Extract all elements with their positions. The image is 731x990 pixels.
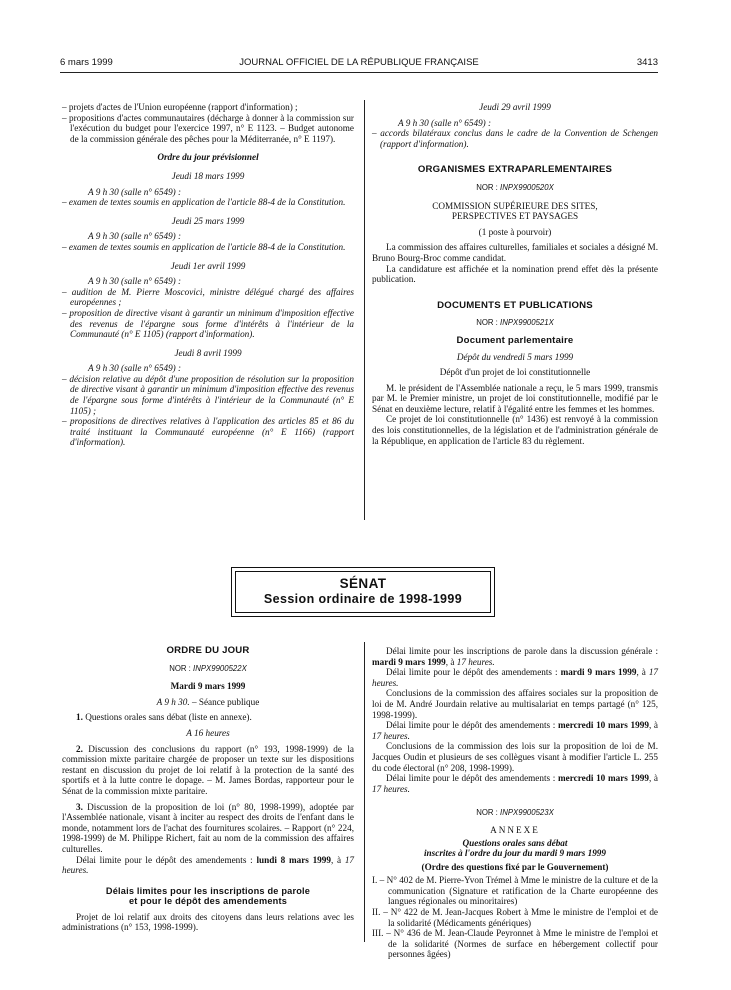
section-title-documents: DOCUMENTS ET PUBLICATIONS (437, 299, 593, 311)
agenda-item: – propositions de directives relatives à l'application des articles 85 et 86 du traité instituant la Communauté européenne (n° E 1166) (rapport d'information). (62, 416, 354, 448)
section-title-organismes: ORGANISMES EXTRAPARLEMENTAIRES (417, 164, 613, 176)
agenda-room: A 9 h 30 (salle n° 6549) : (398, 117, 492, 128)
paragraph: Conclusions de la commission des affaires sociales sur la proposition de loi de M. André Jourdain relative au multisalariat en temps partagé (n° 125, 1998-1999). (372, 688, 658, 720)
questions-orales-title: Questions orales sans débat (462, 837, 568, 848)
agenda-item: – examen de textes soumis en application de l'article 88-4 de la Constitution. (62, 241, 346, 252)
delais-title: Délais limites pour les inscriptions de parole (105, 885, 311, 896)
questions-orales-title: inscrites à l'ordre du jour du mardi 9 mars 1999 (424, 848, 606, 859)
running-header (60, 57, 658, 71)
ordre-du-jour-title: ORDRE DU JOUR (166, 645, 250, 656)
nor-reference: NOR : INPX9900521X (476, 318, 554, 328)
time-heading: A 16 heures (186, 727, 230, 738)
senat-title: SÉNAT (339, 576, 387, 591)
question-item: I. – N° 402 de M. Pierre-Yvon Trémel à Mme le ministre de la culture et de la communication (Signature et ratification de la Charte européenne des langues régionales ou minoritaires) (372, 875, 658, 907)
right-bottom-column (372, 646, 658, 960)
agenda-room: A 9 h 30 (salle n° 6549) : (88, 276, 182, 287)
agenda-date: Jeudi 25 mars 1999 (171, 215, 245, 226)
ordre-questions-note: (Ordre des questions fixé par le Gouvernement) (421, 861, 609, 872)
session-date: Mardi 9 mars 1999 (170, 681, 246, 692)
document-parlementaire-title: Document parlementaire (456, 334, 574, 346)
column-divider-bottom (364, 642, 365, 942)
nor-reference: NOR : INPX9900522X (169, 663, 247, 673)
header-rule (60, 72, 658, 73)
paragraph: Ce projet de loi constitutionnelle (n° 1436) est renvoyé à la commission des lois constitutionnelles, de la législation et de l'administration générale de la République, en application de l'article 83 du règlement. (372, 414, 658, 446)
agenda-date: Jeudi 18 mars 1999 (171, 170, 245, 181)
senat-title-box (231, 567, 495, 617)
agenda-item: – audition de M. Pierre Moscovici, ministre délégué chargé des affaires européennes ; (62, 286, 354, 308)
agenda-item: 2. Discussion des conclusions du rapport (n° 193, 1998-1999) de la commission mixte paritaire chargée de proposer un texte sur les dispositions restant en discussion du projet de loi relatif à la protection de la santé des sportifs et à la lutte contre le dopage. – M. James Bordas, rapporteur pour le Sénat de la commission mixte paritaire. (62, 743, 354, 796)
annexe-title: ANNEXE (490, 824, 540, 835)
column-divider-top (364, 100, 365, 520)
senat-session: Session ordinaire de 1998-1999 (263, 592, 463, 606)
agenda-room: A 9 h 30 (salle n° 6549) : (88, 186, 182, 197)
right-top-column (372, 102, 658, 446)
deadline-paragraph: Délai limite pour le dépôt des amendements : mardi 9 mars 1999, à 17 heures. (372, 667, 659, 688)
question-item: III. – N° 436 de M. Jean-Claude Peyronnet à Mme le ministre de l'emploi et de la solidarité (Normes de surface en hébergement collectif pour personnes âgées) (372, 928, 658, 960)
left-bottom-column (62, 646, 354, 933)
commission-name: PERSPECTIVES ET PAYSAGES (451, 211, 579, 222)
agenda-date: Jeudi 29 avril 1999 (479, 102, 551, 112)
poste-note: (1 poste à pourvoir) (478, 226, 552, 237)
ordre-previsionnel-title: Ordre du jour prévisionnel (157, 152, 259, 163)
agenda-room: A 9 h 30 (salle n° 6549) : (88, 231, 182, 242)
deadline-paragraph: Délai limite pour les inscriptions de parole dans la discussion générale : mardi 9 mars 1999, à 17 heures. (372, 646, 658, 667)
agenda-item: – proposition de directive visant à garantir un minimum d'imposition effective des revenus de l'épargne sous forme d'intérêts à l'intérieur de la Communauté (n° E 1105) (rapport d'information). (62, 307, 354, 340)
agenda-date: Jeudi 8 avril 1999 (174, 347, 242, 358)
header-page-number: 3413 (636, 57, 658, 68)
amendment-deadline: Délai limite pour le dépôt des amendements : lundi 8 mars 1999, à 17 heures. (62, 854, 355, 876)
commission-name: COMMISSION SUPÉRIEURE DES SITES, (432, 200, 598, 211)
paragraph: M. le président de l'Assemblée nationale a reçu, le 5 mars 1999, transmis par M. le Premier ministre, un projet de loi constitutionnelle, modifié par le Sénat en deuxième lecture, relatif à l'égalité entre les femmes et les hommes. (372, 382, 658, 414)
nor-reference: NOR : INPX9900520X (476, 182, 554, 192)
paragraph: La candidature est affichée et la nomination prend effet dès la présente publication. (372, 263, 658, 285)
agenda-item: 1. Questions orales sans débat (liste en annexe). (76, 712, 252, 723)
seance-line: A 9 h 30. – Séance publique (156, 696, 260, 707)
paragraph: La commission des affaires culturelles, familiales et sociales a désigné M. Bruno Bourg-Broc comme candidat. (372, 242, 658, 263)
depot-subtitle: Dépôt d'un projet de loi constitutionnelle (439, 367, 591, 378)
agenda-item: – décision relative au dépôt d'une proposition de résolution sur la proposition de directive visant à garantir un minimum d'imposition effective des revenus de l'épargne sous forme d'intérêts à l'intérieur de la Communauté (n° E 1105) ; (62, 373, 354, 416)
agenda-item: 3. Discussion de la proposition de loi (n° 80, 1998-1999), adoptée par l'Assemblée nationale, visant à inciter au respect des droits de l'enfant dans le monde, notamment lors de l'achat des fournitures scolaires. – Rapport (n° 224, 1998-1999) de M. Philippe Richert, fait au nom de la commission des affaires culturelles. (62, 801, 354, 854)
deadline-paragraph: Délai limite pour le dépôt des amendements : mercredi 10 mars 1999, à 17 heures. (372, 773, 658, 794)
agenda-date: Jeudi 1er avril 1999 (170, 260, 246, 271)
depot-date: Dépôt du vendredi 5 mars 1999 (456, 351, 574, 362)
agenda-item: – examen de textes soumis en application de l'article 88-4 de la Constitution. (62, 197, 346, 208)
list-item: – projets d'actes de l'Union européenne (rapport d'information) ; (62, 102, 298, 112)
paragraph: Projet de loi relatif aux droits des citoyens dans leurs relations avec les administrations (n° 153, 1998-1999). (62, 911, 354, 933)
header-date: 6 mars 1999 (60, 57, 113, 68)
list-item: – propositions d'actes communautaires (décharge à donner à la commission sur l'exécution du budget pour l'exercice 1997, n° E 1123. – Budget autonome de la commission générale des pêches pour la Méditerranée, n° E 1197). (62, 112, 354, 144)
question-item: II. – N° 422 de M. Jean-Jacques Robert à Mme le ministre de l'emploi et de la solidarité (Médicaments génériques) (372, 907, 658, 928)
delais-title: et pour le dépôt des amendements (128, 896, 288, 907)
paragraph: Conclusions de la commission des lois sur la proposition de loi de M. Jacques Oudin et plusieurs de ses collègues visant à modifier l'article L. 255 du code électoral (n° 208, 1998-1999). (372, 741, 658, 773)
deadline-paragraph: Délai limite pour le dépôt des amendements : mercredi 10 mars 1999, à 17 heures. (372, 720, 658, 741)
agenda-item: – accords bilatéraux conclus dans le cadre de la Convention de Schengen (rapport d'information). (372, 128, 658, 149)
header-journal-title: JOURNAL OFFICIEL DE LA RÉPUBLIQUE FRANÇAISE (239, 57, 479, 68)
nor-reference: NOR : INPX9900523X (476, 808, 554, 818)
agenda-room: A 9 h 30 (salle n° 6549) : (88, 363, 182, 374)
left-top-column (62, 102, 354, 448)
